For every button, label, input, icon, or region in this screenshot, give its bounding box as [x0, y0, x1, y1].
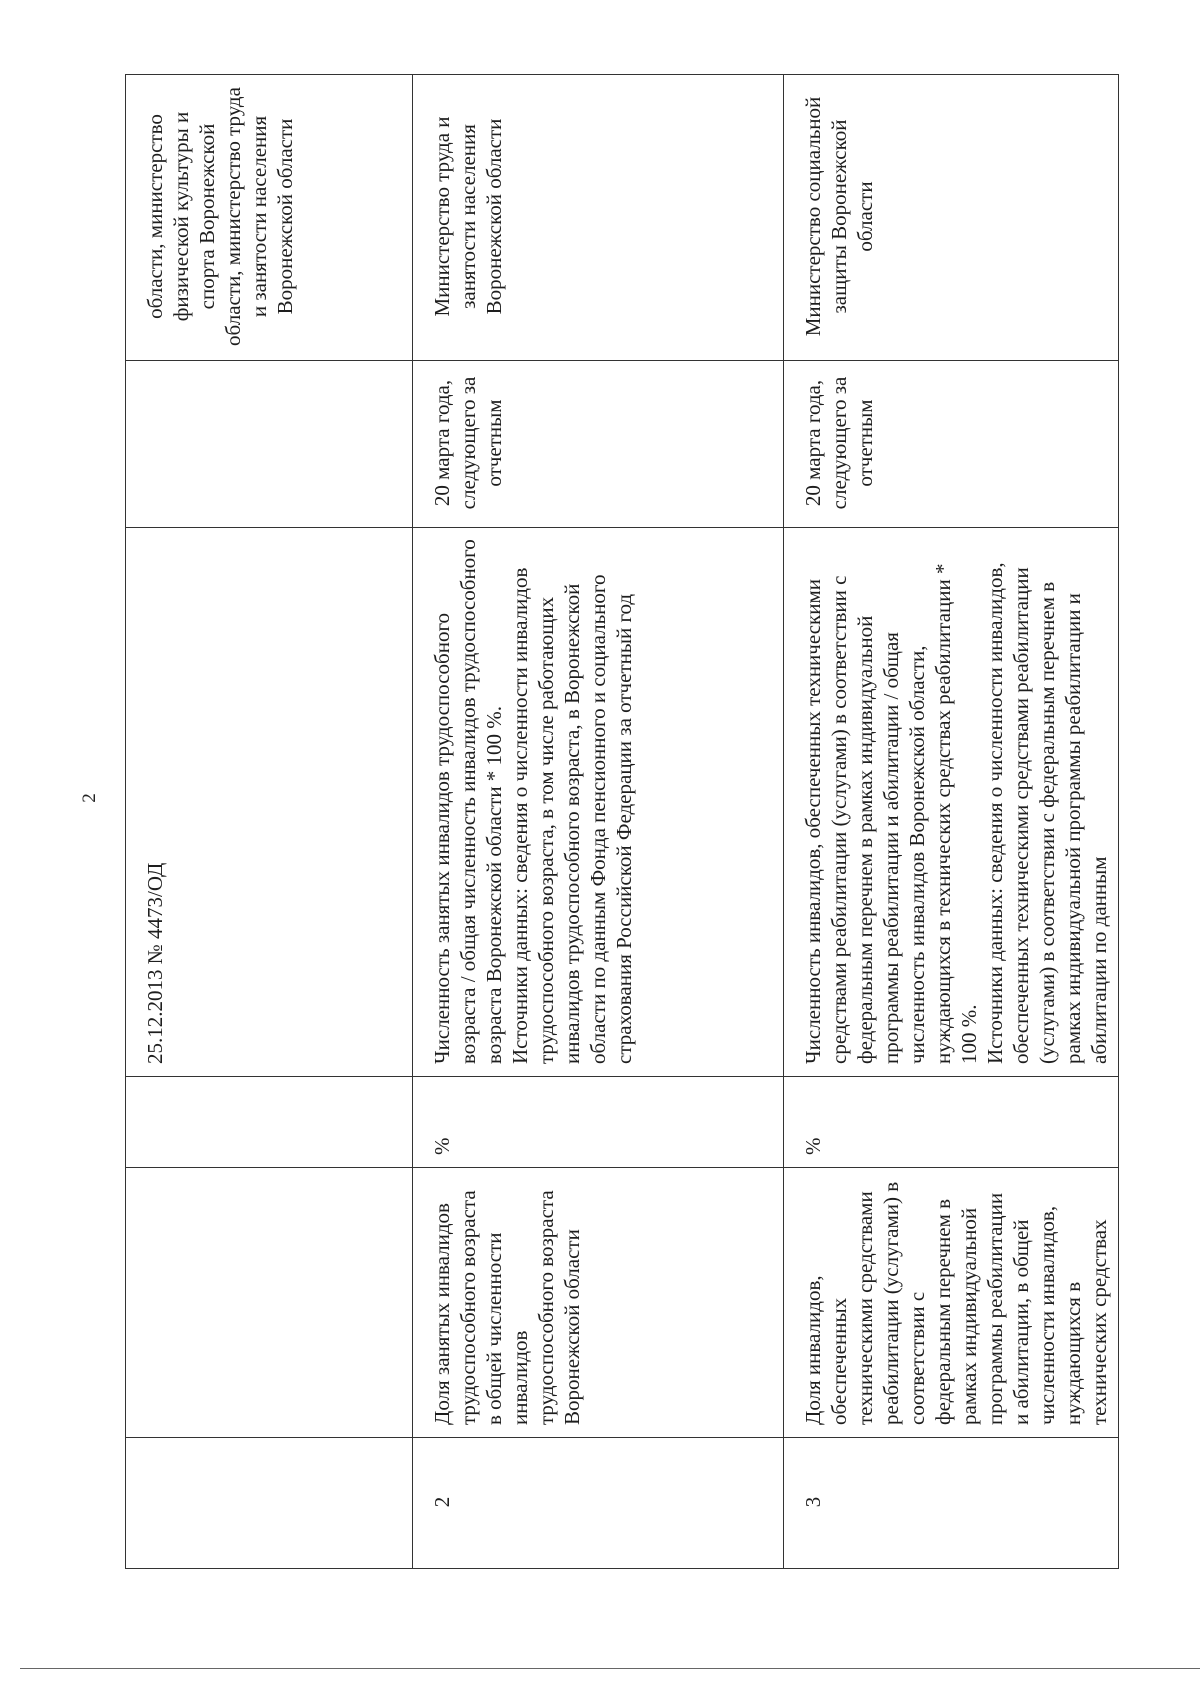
responsible-continued: области, министерство физической культуры и спорта Воронежской области, министерство труда и занятости населения Воронежской области	[126, 75, 413, 361]
responsible-executor: Министерство социальной защиты Воронежской области	[784, 75, 1119, 361]
formula-text: Численность инвалидов, обеспеченных техническими средствами реабилитации (услугами) в соответствии с федеральным перечнем в рамках индивидуальной программы реабилитации и абилитации / общая численность инвалидов Воронежской области, нуждающихся в технических средствах реабилитации * 100 %.	[801, 563, 981, 1064]
submission-deadline: 20 марта года, следующего за отчетным	[413, 361, 784, 528]
cell-unit-empty	[126, 1077, 413, 1168]
indicators-table	[125, 74, 1119, 1569]
indicator-name: Доля занятых инвалидов трудоспособного возраста в общей численности инвалидов трудоспособного возраста Воронежской области	[413, 1168, 784, 1438]
document-crossref: 25.12.2013 № 4473/ОД	[126, 528, 413, 1077]
calculation-method	[413, 528, 784, 1077]
unit-of-measure: %	[413, 1077, 784, 1168]
responsible-executor: Министерство труда и занятости населения Воронежской области	[413, 75, 784, 361]
data-sources-text: Источники данных: сведения о численности инвалидов, обеспеченных техническими средствами реабилитации (услугами) в соответствии с федеральным перечнем в рамках индивидуальной программы реабилитации и абилитации по данным	[983, 562, 1111, 1064]
formula-text: Численность занятых инвалидов трудоспособного возраста / общая численность инвалидов трудоспособного возраста Воронежской области * 100 %.	[430, 539, 506, 1064]
data-sources-text: Источники данных: сведения о численности инвалидов трудоспособного возраста, в том числе работающих инвалидов трудоспособного возраста, в Воронежской области по данным Фонда пенсионного и социального страхования Российской Федерации за отчетный год	[508, 567, 636, 1064]
cell-term-empty	[126, 361, 413, 528]
row-number: 3	[784, 1438, 1119, 1569]
cell-indicator-empty	[126, 1168, 413, 1438]
unit-of-measure: %	[784, 1077, 1119, 1168]
cell-num-empty	[126, 1438, 413, 1569]
calculation-method	[784, 528, 1119, 1077]
scan-bottom-rule	[20, 1668, 1200, 1669]
table-row	[784, 75, 1119, 1569]
table-row-continuation	[126, 75, 413, 1569]
rotated-table-wrapper	[125, 75, 1113, 1569]
row-number: 2	[413, 1438, 784, 1569]
indicator-name: Доля инвалидов, обеспеченных техническими средствами реабилитации (услугами) в соответствии с федеральным перечнем в рамках индивидуальной программы реабилитации и абилитации, в общей численности инвалидов, нуждающихся в технических средствах	[784, 1168, 1119, 1438]
table-row	[413, 75, 784, 1569]
submission-deadline: 20 марта года, следующего за отчетным	[784, 361, 1119, 528]
page-number: 2	[79, 793, 100, 803]
